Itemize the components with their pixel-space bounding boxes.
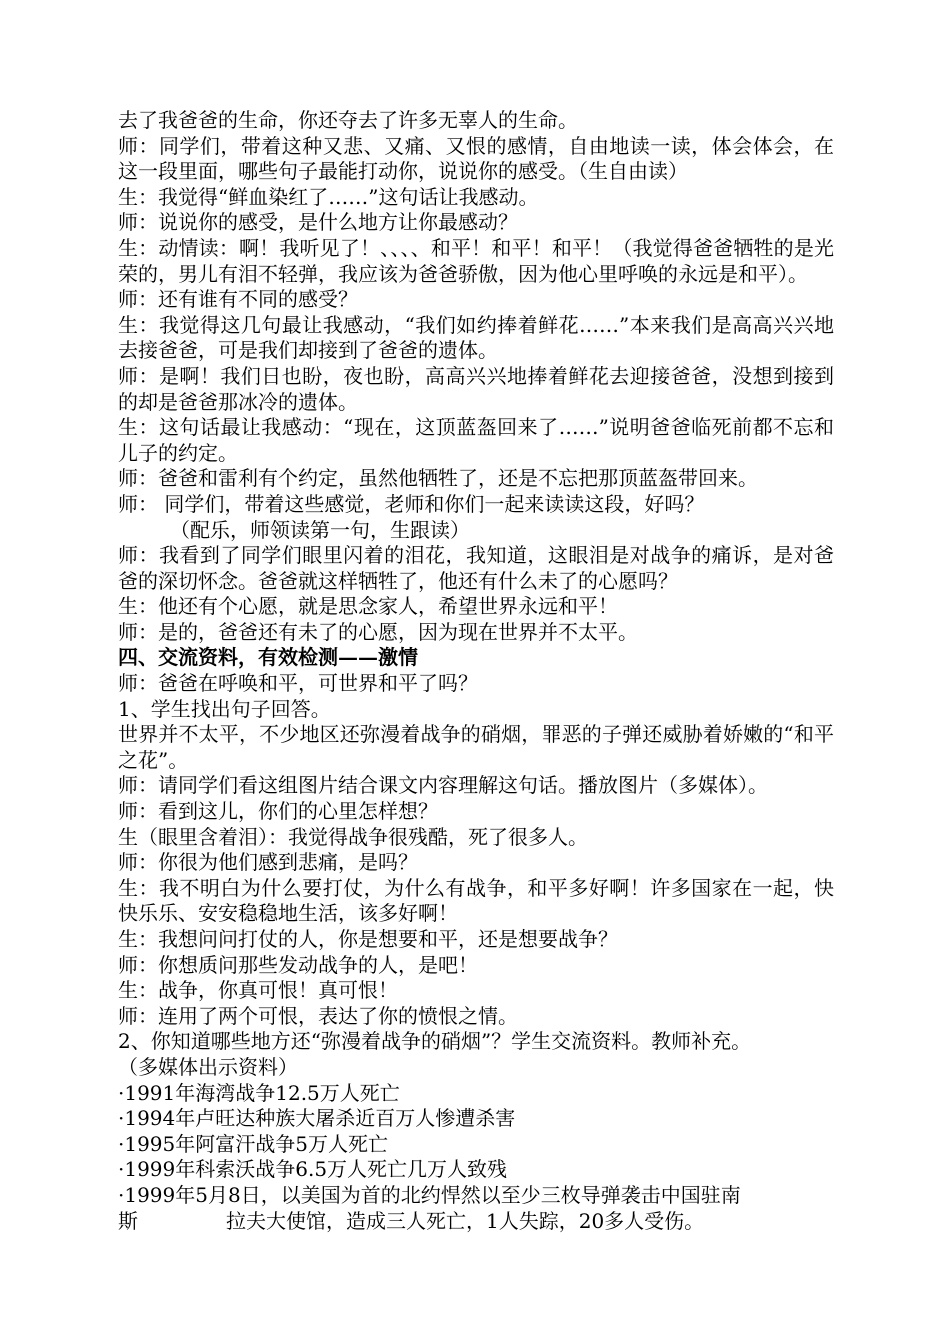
paragraph: 师：你很为他们感到悲痛，是吗？: [118, 850, 418, 875]
paragraph: 师：连用了两个可恨，表达了你的愤恨之情。: [118, 1003, 518, 1028]
paragraph: 生：战争，你真可恨！真可恨！: [118, 978, 398, 1003]
paragraph: 生：我觉得“鲜血染红了……”这句话让我感动。: [118, 184, 539, 209]
paragraph: 师：请同学们看这组图片结合课文内容理解这句话。播放图片（多媒体）。: [118, 773, 768, 798]
paragraph: 生：动情读：啊！我听见了！、、、、和平！和平！和平！（我觉得爸爸牺牲的是光荣的，男儿有泪不轻弹，我应该为爸爸骄傲，因为他心里呼唤的永远是和平）。: [118, 235, 834, 286]
paragraph: （多媒体出示资料）: [118, 1054, 298, 1079]
bullet-item-continuation: [118, 1209, 834, 1235]
bullet-item: ·1994年卢旺达种族大屠杀近百万人惨遭杀害: [118, 1106, 516, 1131]
bullet-item: ·1999年5月8日，以美国为首的北约悍然以至少三枚导弹袭击中国驻南: [118, 1182, 741, 1207]
paragraph: 1、学生找出句子回答。: [118, 696, 331, 721]
bullet-item: ·1999年科索沃战争6.5万人死亡几万人致残: [118, 1157, 508, 1182]
paragraph: 去了我爸爸的生命，你还夺去了许多无辜人的生命。: [118, 108, 578, 132]
paragraph: 生：他还有个心愿，就是思念家人，希望世界永远和平！: [118, 594, 618, 619]
paragraph: 师： 同学们，带着这些感觉，老师和你们一起来读读这段，好吗？: [118, 491, 705, 516]
paragraph: 世界并不太平，不少地区还弥漫着战争的硝烟，罪恶的子弹还威胁着娇嫩的“和平之花”。: [118, 722, 834, 772]
paragraph: 师：我看到了同学们眼里闪着的泪花，我知道，这眼泪是对战争的痛诉，是对爸爸的深切怀念。爸爸就这样牺牲了，他还有什么未了的心愿吗？: [118, 543, 834, 593]
paragraph: 师：爸爸在呼唤和平，可世界和平了吗？: [118, 671, 478, 696]
continuation-start: 斯: [118, 1208, 138, 1233]
paragraph: 师：说说你的感受，是什么地方让你最感动？: [118, 210, 518, 235]
continuation-rest: 拉夫大使馆，造成三人死亡，1人失踪，20多人受伤。: [226, 1208, 705, 1233]
paragraph: 生（眼里含着泪）：我觉得战争很残酷，死了很多人。: [118, 824, 588, 849]
paragraph: 生：我觉得这几句最让我感动，“我们如约捧着鲜花……”本来我们是高高兴兴地去接爸爸，可是我们却接到了爸爸的遗体。: [118, 312, 834, 363]
paragraph: 师：是的，爸爸还有未了的心愿，因为现在世界并不太平。: [118, 619, 638, 644]
paragraph: 2、你知道哪些地方还“弥漫着战争的硝烟”？学生交流资料。教师补充。: [118, 1029, 752, 1054]
paragraph: 师：还有谁有不同的感受？: [118, 287, 358, 312]
document-body: [118, 108, 834, 1234]
paragraph: 师：是啊！我们日也盼，夜也盼，高高兴兴地捧着鲜花去迎接爸爸，没想到接到的却是爸爸那冰冷的遗体。: [118, 363, 834, 414]
paragraph: 师：爸爸和雷利有个约定，虽然他牺牲了，还是不忘把那顶蓝盔带回来。: [118, 466, 758, 491]
paragraph: 生：我不明白为什么要打仗，为什么有战争，和平多好啊！许多国家在一起，快快乐乐、安安稳稳地生活，该多好啊！: [118, 875, 834, 926]
paragraph: 师：看到这儿，你们的心里怎样想？: [118, 799, 438, 824]
stage-direction: （配乐，师领读第一句，生跟读）: [170, 517, 470, 542]
paragraph: 师：同学们，带着这种又悲、又痛、又恨的感情，自由地读一读，体会体会，在这一段里面，哪些句子最能打动你，说说你的感受。（生自由读）: [118, 133, 834, 184]
paragraph: 师：你想质问那些发动战争的人，是吧！: [118, 952, 478, 977]
section-heading: 四、交流资料，有效检测——激情: [118, 645, 418, 670]
paragraph: 生：我想问问打仗的人，你是想要和平，还是想要战争？: [118, 927, 618, 951]
paragraph: 生：这句话最让我感动：“现在，这顶蓝盔回来了……”说明爸爸临死前都不忘和儿子的约定。: [118, 415, 834, 465]
bullet-item: ·1991年海湾战争12.5万人死亡: [118, 1080, 400, 1105]
bullet-item: ·1995年阿富汗战争5万人死亡: [118, 1131, 388, 1156]
